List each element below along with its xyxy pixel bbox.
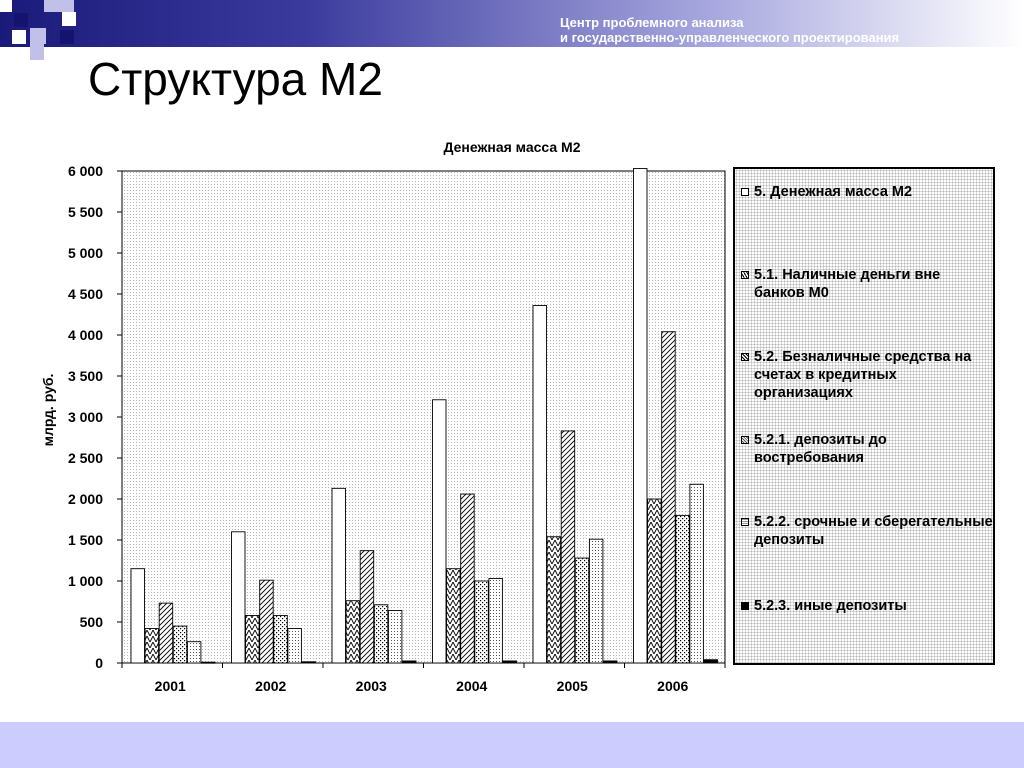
y-tick-label: 3 000 (67, 409, 103, 425)
bar-2001-series-1 (131, 569, 145, 663)
x-tick-label: 2006 (657, 678, 689, 694)
y-tick-label: 0 (95, 655, 103, 671)
bar-2004-series-6 (503, 661, 517, 663)
org-name-line1: Центр проблемного анализа (560, 15, 744, 30)
legend (733, 167, 995, 665)
bar-2005-series-4 (575, 558, 589, 663)
x-tick-label: 2001 (154, 678, 186, 694)
bar-2003-series-5 (388, 611, 402, 663)
bar-2003-series-1 (332, 488, 346, 663)
legend-swatch (741, 518, 749, 526)
legend-item (741, 348, 993, 402)
legend-swatch (741, 271, 749, 279)
y-axis-ticks (68, 163, 122, 671)
x-axis-ticks (122, 663, 725, 694)
y-tick-label: 500 (79, 614, 103, 630)
y-tick-label: 1 500 (67, 532, 103, 548)
legend-swatch (741, 602, 749, 610)
legend-label: 5. Денежная масса М2 (754, 184, 913, 200)
y-tick-label: 1 000 (67, 573, 103, 589)
y-tick-label: 6 000 (67, 163, 103, 179)
y-axis-label: млрд. руб. (40, 373, 56, 447)
bar-2006-series-6 (704, 660, 718, 663)
legend-item (741, 513, 993, 549)
x-tick-label: 2005 (556, 678, 588, 694)
bar-2001-series-6 (202, 662, 216, 663)
legend-item (741, 266, 993, 302)
bar-2002-series-6 (302, 662, 316, 663)
bar-2005-series-2 (547, 537, 561, 663)
bar-2003-series-4 (374, 605, 388, 663)
bar-2006-series-4 (676, 515, 690, 663)
bar-2004-series-4 (475, 581, 489, 663)
legend-swatch (741, 188, 749, 196)
bar-2003-series-6 (403, 661, 417, 663)
bar-2002-series-3 (260, 580, 274, 663)
bar-2003-series-3 (360, 551, 374, 663)
slide-title: Структура М2 (88, 53, 383, 105)
org-name-line2: и государственно-управленческого проектирования (560, 30, 900, 45)
y-tick-label: 5 000 (67, 245, 103, 261)
x-tick-label: 2002 (255, 678, 287, 694)
legend-item (741, 597, 993, 615)
bar-2002-series-2 (246, 615, 260, 663)
legend-label: 5.2.1. депозиты до востребования (754, 432, 887, 466)
chart-title: Денежная масса М2 (443, 139, 581, 155)
bar-2005-series-1 (533, 305, 547, 663)
y-tick-label: 4 000 (67, 327, 103, 343)
bar-2002-series-4 (274, 615, 288, 663)
bar-2004-series-1 (433, 400, 447, 663)
legend-swatch (741, 353, 749, 361)
bar-2006-series-5 (690, 484, 704, 663)
y-tick-label: 5 500 (67, 204, 103, 220)
y-tick-label: 4 500 (67, 286, 103, 302)
footer-band (0, 722, 1024, 768)
legend-label: 5.2.3. иные депозиты (754, 598, 907, 614)
bar-2001-series-3 (159, 603, 173, 663)
bar-2006-series-1 (634, 169, 648, 663)
bar-2004-series-3 (461, 494, 475, 663)
legend-item (741, 431, 993, 467)
x-tick-label: 2004 (456, 678, 488, 694)
y-tick-label: 3 500 (67, 368, 103, 384)
legend-label: 5.2. Безналичные средства на счетах в кредитных организациях (754, 349, 972, 401)
bar-2005-series-5 (589, 539, 603, 663)
bar-2005-series-6 (604, 661, 618, 663)
bar-2006-series-3 (662, 332, 676, 663)
bar-2004-series-2 (447, 569, 461, 663)
x-tick-label: 2003 (355, 678, 387, 694)
bar-2001-series-4 (173, 626, 187, 663)
y-tick-label: 2 500 (67, 450, 103, 466)
bar-2006-series-2 (648, 499, 662, 663)
bar-2001-series-5 (187, 642, 201, 663)
bar-2003-series-2 (346, 601, 360, 663)
legend-label: 5.1. Наличные деньги вне банков М0 (754, 267, 941, 301)
bar-2001-series-2 (145, 629, 159, 663)
bar-2005-series-3 (561, 431, 575, 663)
legend-item (741, 183, 993, 201)
bar-2002-series-1 (232, 532, 246, 663)
legend-swatch (741, 436, 749, 444)
legend-label: 5.2.2. срочные и сберегательные депозиты (754, 514, 993, 548)
y-tick-label: 2 000 (67, 491, 103, 507)
bar-2004-series-5 (489, 579, 503, 663)
bar-2002-series-5 (288, 629, 302, 663)
